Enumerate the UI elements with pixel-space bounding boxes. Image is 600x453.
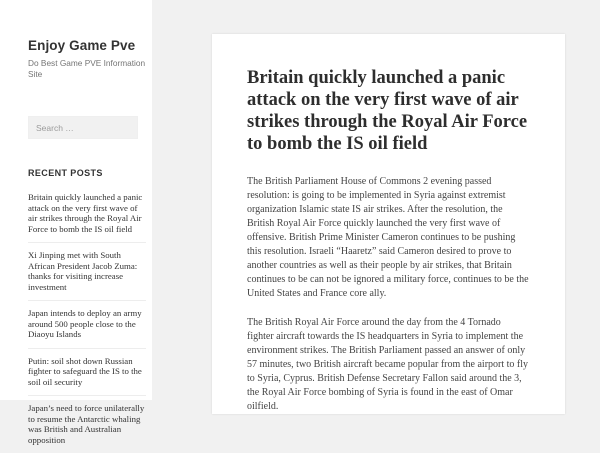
- article-paragraph: The British Parliament House of Commons 2 evening passed resolution: is going to be implemented in Syria against extremist organization Islamic state IS air strikes. After the resolution, the British Royal Air Force quickly launched the very first wave of offensive. British Prime Minister Cameron continues to be pushing this resolution. Israeli “Haaretz” said Cameron desired to prove to another countries as well as their people by air strikes, that Britain continues to be can not be ignored a military force, continues to be the United States and France core ally.: [247, 176, 529, 299]
- recent-post-item: [28, 185, 146, 242]
- recent-post-link[interactable]: Japan’s need to force unilaterally to resume the Antarctic whaling was British and Australian opposition: [28, 403, 145, 445]
- article-title: Britain quickly launched a panic attack on the very first wave of air strikes through the Royal Air Force to bomb the IS oil field: [247, 68, 528, 154]
- recent-posts-heading: RECENT POSTS: [28, 168, 103, 178]
- recent-post-item: [28, 395, 146, 453]
- search-form: [28, 116, 146, 139]
- recent-post-link[interactable]: Britain quickly launched a panic attack on the very first wave of air strikes through the Royal Air Force to bomb the IS oil field: [28, 192, 143, 234]
- article-content: [247, 175, 529, 414]
- recent-post-link[interactable]: Japan intends to deploy an army around 500 people close to the Diaoyu Islands: [28, 308, 142, 339]
- recent-post-link[interactable]: Xi Jinping met with South African President Jacob Zuma: thanks for visiting increase investment: [28, 250, 138, 292]
- sidebar: [0, 0, 152, 445]
- recent-post-item: [28, 300, 146, 348]
- site-title-link[interactable]: Enjoy Game Pve: [28, 38, 136, 53]
- article-card: [212, 34, 565, 414]
- site-tagline: Do Best Game PVE Information Site: [28, 58, 146, 79]
- recent-post-link[interactable]: Putin: soil shot down Russian fighter to safeguard the IS to the soil oil security: [28, 355, 142, 387]
- search-input[interactable]: [28, 116, 138, 139]
- site-title: [28, 38, 146, 54]
- recent-post-item: [28, 348, 146, 396]
- recent-posts-list: [28, 185, 146, 453]
- article-paragraph: The British Royal Air Force around the day from the 4 Tornado fighter aircraft towards the IS headquarters in Syria to implement the environment strikes. The British Parliament passed an answer of only 57 minutes, two British aircraft became popular from the airport to fly to Syria, Cyprus. British Defense Secretary Fallon said around the 3, the Royal Air Force bombing of Syria is found in the east of Omar oilfield.: [247, 317, 529, 412]
- recent-post-item: [28, 242, 146, 300]
